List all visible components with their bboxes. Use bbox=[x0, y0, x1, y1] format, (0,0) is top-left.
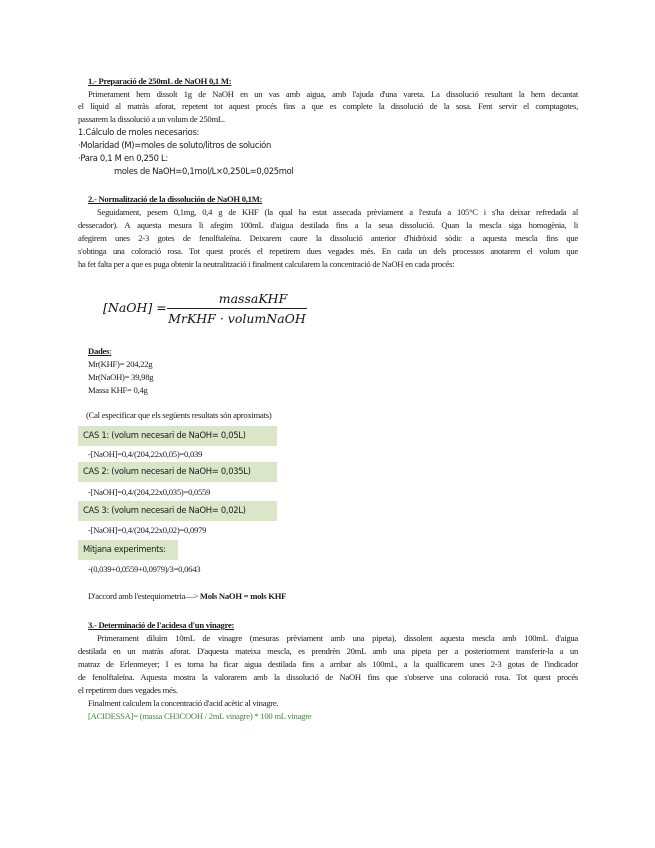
mitjana-label: Mitjana experiments: bbox=[83, 544, 166, 554]
dades-label: Dades: bbox=[88, 346, 112, 356]
formula-denominator: MrKHF · volumNaOH bbox=[168, 311, 306, 326]
section3-paragraph-line-2: destilada en un matràs aforat. D'aquesta mateixa mescla, es prendrèn 20mL amb una pipeta per a posteriorment transferir-la a un bbox=[78, 646, 578, 656]
case-1-label: CAS 1: (volum necesari de NaOH= 0,05L) bbox=[83, 430, 246, 440]
section2-paragraph-line-1: Seguidament, pesem 0,1mg, 0,4 g de KHF (la qual ha estat assecada prèviament a l'estufa a 105°C i s'ha deixar refredada al bbox=[97, 207, 578, 217]
section2-paragraph-line-5: ha fet falta per a que es puga obtenir la neutralització i finalment calcularem la concentració de NaOH en cada procés: bbox=[78, 259, 455, 269]
section3-paragraph-line-4: de fenolftaleïna. Aquesta mostra la valorarem amb la dissolució de NaOH fins que s'observe una coloració rosa. Tot quest procés bbox=[78, 672, 578, 682]
section2-paragraph-line-3: afegirem unes 2-3 gotes de fenolftaleïna. Deixarem caure la dissolució anterior d'hidròxid sòdic a aquesta mescla fins que bbox=[78, 233, 578, 243]
case-3-box bbox=[78, 501, 277, 521]
section2-heading: 2.- Normalització de la dissolución de NaOH 0,1M: bbox=[88, 194, 263, 204]
calc-line-moles: moles de NaOH=0,1mol/L×0,250L=0,025mol bbox=[114, 166, 294, 176]
calc-line-molaridad: ·Molaridad (M)=moles de soluto/litros de solución bbox=[78, 140, 271, 150]
mitjana-result: -(0,039+0,0559+0,0979)/3=0,0643 bbox=[88, 564, 201, 574]
section3-final-line: Finalment calculem la concentració d'acid acètic al vinagre. bbox=[88, 698, 279, 708]
formula-fraction-bar bbox=[167, 308, 307, 309]
section2-paragraph-line-4: s'obtinga una coloració rosa. Tot quest procés el repetirem dues vegades més. En cada un dels processos anotarem el volum que bbox=[78, 246, 578, 256]
calc-title: 1.Cálculo de moles necesarios: bbox=[78, 127, 200, 137]
section2-paragraph-line-2: dessecador). A aquesta mesura li afegim 100mL d'aigua destilada fins a la seua dissolució. Quan la mescla siga homogènia, li bbox=[78, 220, 578, 230]
case-2-result: -[NaOH]=0,4/(204,22x0,035)=0,0559 bbox=[88, 487, 211, 497]
section3-paragraph-line-3: matraz de Erlenmeyer; I es torna ha ficar aigua destilada fins a arribar als 100mL, a la qualficarem unes 2-3 gotas de l'indicador bbox=[78, 659, 578, 669]
dades-mr-naoh: Mr(NaOH)= 39,98g bbox=[88, 372, 154, 382]
case-2-label: CAS 2: (volum necesari de NaOH= 0,035L) bbox=[83, 466, 251, 476]
estequiometria-prefix: D'accord amb l'estequiometria—> bbox=[88, 591, 200, 601]
section1-paragraph-line-1: Primerament hem dissolt 1g de NaOH en un vas amb aigua, amb l'ajuda d'una vareta. La dissolució resultant la hem decantat bbox=[88, 89, 578, 99]
case-2-box bbox=[78, 462, 277, 482]
formula-numerator: massaKHF bbox=[218, 291, 288, 306]
section1-paragraph-line-2: el líquid al matràs aforat, repetent tot aquest procés fins a que es complete la dissolució de la sosa. Fent servir el comptagotes, bbox=[78, 101, 578, 111]
dades-mr-khf: Mr(KHF)= 204,22g bbox=[88, 359, 153, 369]
case-1-box bbox=[78, 426, 277, 446]
estequiometria-line bbox=[88, 591, 286, 602]
case-3-result: -[NaOH]=0,4/(204,22x0,02)=0,0979 bbox=[88, 525, 207, 535]
case-1-result: -[NaOH]=0,4/(204,22x0,05)=0,039 bbox=[88, 449, 203, 459]
section3-paragraph-line-1: Primerament diluïm 10mL de vinagre (mesuras prèviament amb una pipeta), dissolent aquesta mescla amb 100mL d'aigua bbox=[97, 633, 578, 643]
case-3-label: CAS 3: (volum necesari de NaOH= 0,02L) bbox=[83, 505, 246, 515]
section1-heading: 1.- Preparació de 250mL de NaOH 0,1 M: bbox=[88, 76, 232, 86]
section3-paragraph-line-5: el repetirem dues vegades més. bbox=[78, 685, 178, 695]
calc-line-para: ·Para 0,1 M en 0,250 L: bbox=[78, 153, 168, 163]
section3-heading: 3.- Determinació de l'acidesa d'un vinagre: bbox=[88, 620, 235, 630]
estequiometria-result: Mols NaOH = mols KHF bbox=[199, 591, 287, 601]
dades-massa-khf: Massa KHF= 0,4g bbox=[88, 385, 148, 395]
acidesa-formula: [ACIDESSA]= (massa CH3COOH / 2mL vinagre) * 100 mL vinagre bbox=[88, 711, 312, 721]
mitjana-box bbox=[78, 540, 178, 560]
dades-label-text: Dades bbox=[88, 346, 110, 356]
formula-lhs: [NaOH] = bbox=[103, 300, 167, 315]
section1-paragraph-line-3: passarem la dissolució a un volum de 250mL. bbox=[78, 114, 225, 124]
approx-note: (Cal especificar que els següents resultats són aproximats) bbox=[86, 410, 272, 420]
